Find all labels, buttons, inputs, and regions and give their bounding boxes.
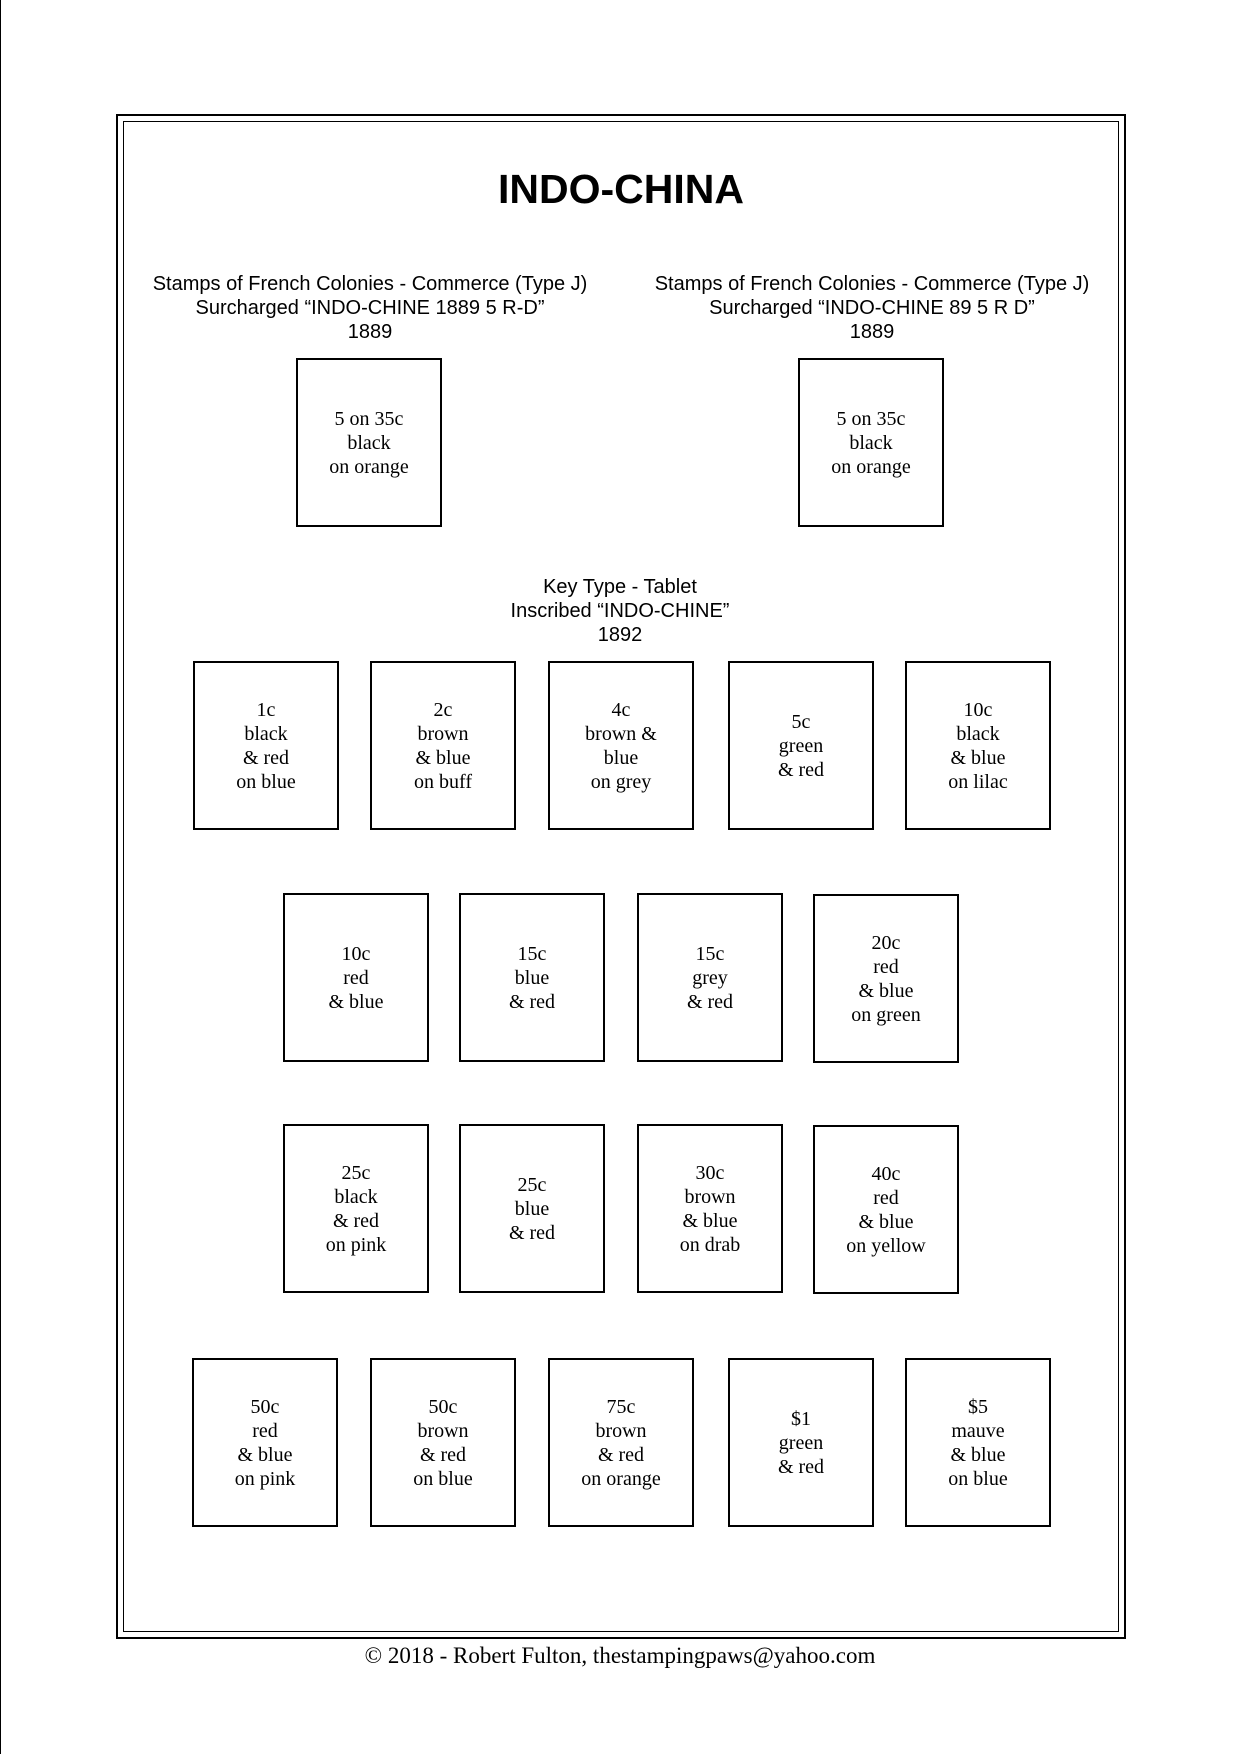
stamp-line: on blue — [948, 1467, 1008, 1490]
stamp-line: on green — [851, 1003, 921, 1026]
stamp-line: $5 — [968, 1395, 988, 1418]
stamp-line: mauve — [951, 1419, 1005, 1442]
stamp-box — [728, 1358, 874, 1527]
stamp-line: 40c — [871, 1162, 901, 1185]
stamp-box — [813, 1125, 959, 1294]
stamp-line: 10c — [341, 942, 371, 965]
stamp-box — [637, 1124, 783, 1293]
stamp-line: black — [849, 431, 893, 454]
section-header-line: Inscribed “INDO-CHINE” — [510, 600, 730, 622]
stamp-line: 30c — [695, 1161, 725, 1184]
stamp-line: brown — [417, 722, 469, 745]
stamp-line: on lilac — [948, 770, 1008, 793]
section-header-1889-b — [622, 272, 1122, 344]
stamp-line: 15c — [695, 942, 725, 965]
stamp-line: green — [778, 734, 824, 757]
stamp-box — [905, 1358, 1051, 1527]
stamp-line: & blue — [950, 746, 1006, 769]
section-header-line: 1889 — [347, 321, 393, 343]
stamp-line: brown — [417, 1419, 469, 1442]
stamp-line: black — [334, 1185, 378, 1208]
stamp-line: brown — [595, 1419, 647, 1442]
stamp-line: red — [873, 1186, 899, 1209]
stamp-line: on orange — [329, 455, 409, 478]
stamp-line: on buff — [414, 770, 472, 793]
stamp-line: 2c — [433, 698, 453, 721]
stamp-box — [370, 1358, 516, 1527]
stamp-line: black — [956, 722, 1000, 745]
section-header-line: Stamps of French Colonies - Commerce (Type J) — [654, 273, 1090, 295]
stamp-box — [283, 893, 429, 1062]
stamp-box — [905, 661, 1051, 830]
stamp-line: & blue — [682, 1209, 738, 1232]
stamp-line: 75c — [606, 1395, 636, 1418]
stamp-line: green — [778, 1431, 824, 1454]
stamp-line: 20c — [871, 931, 901, 954]
section-header-line: Surcharged “INDO-CHINE 89 5 R D” — [709, 297, 1035, 319]
section-header-line: 1892 — [597, 624, 643, 646]
stamp-box — [370, 661, 516, 830]
section-header-line: 1889 — [849, 321, 895, 343]
stamp-box — [728, 661, 874, 830]
stamp-line: & red — [777, 758, 825, 781]
stamp-line: 5c — [791, 710, 811, 733]
stamp-line: brown & — [585, 722, 657, 745]
stamp-line: blue — [514, 966, 550, 989]
stamp-box — [459, 893, 605, 1062]
copyright-footer: © 2018 - Robert Fulton, thestampingpaws@yahoo.com — [364, 1643, 876, 1668]
stamp-box — [296, 358, 442, 527]
stamp-line: & red — [777, 1455, 825, 1478]
page-title: INDO-CHINA — [498, 166, 744, 212]
stamp-line: on orange — [581, 1467, 661, 1490]
stamp-line: 50c — [250, 1395, 280, 1418]
stamp-line: & blue — [858, 979, 914, 1002]
stamp-line: red — [873, 955, 899, 978]
stamp-box — [283, 1124, 429, 1293]
stamp-box — [813, 894, 959, 1063]
stamp-line: $1 — [791, 1407, 811, 1430]
stamp-line: 10c — [963, 698, 993, 721]
section-header-line: Surcharged “INDO-CHINE 1889 5 R-D” — [195, 297, 545, 319]
stamp-line: 5 on 35c — [334, 407, 404, 430]
stamp-box — [548, 1358, 694, 1527]
stamp-line: red — [343, 966, 369, 989]
stamp-line: & red — [419, 1443, 467, 1466]
stamp-line: & red — [508, 990, 556, 1013]
stamp-line: & red — [508, 1221, 556, 1244]
stamp-line: 4c — [611, 698, 631, 721]
section-header-1892 — [370, 575, 870, 647]
section-header-line: Key Type - Tablet — [543, 576, 697, 598]
section-header-1889-a — [120, 272, 620, 344]
stamp-line: & red — [242, 746, 290, 769]
stamp-line: & blue — [415, 746, 471, 769]
stamp-line: 15c — [517, 942, 547, 965]
stamp-line: blue — [603, 746, 639, 769]
stamp-line: on pink — [325, 1233, 387, 1256]
stamp-box — [192, 1358, 338, 1527]
stamp-box — [637, 893, 783, 1062]
stamp-line: red — [252, 1419, 278, 1442]
stamp-line: & red — [332, 1209, 380, 1232]
stamp-line: grey — [692, 966, 728, 989]
stamp-box — [193, 661, 339, 830]
stamp-box — [548, 661, 694, 830]
stamp-line: on grey — [590, 770, 652, 793]
stamp-line: black — [244, 722, 288, 745]
stamp-line: 1c — [256, 698, 276, 721]
stamp-line: & blue — [858, 1210, 914, 1233]
stamp-line: & red — [686, 990, 734, 1013]
stamp-line: brown — [684, 1185, 736, 1208]
stamp-box — [459, 1124, 605, 1293]
stamp-line: on blue — [236, 770, 296, 793]
stamp-line: & red — [597, 1443, 645, 1466]
stamp-line: 5 on 35c — [836, 407, 906, 430]
stamp-line: & blue — [237, 1443, 293, 1466]
stamp-line: 25c — [517, 1173, 547, 1196]
stamp-box — [798, 358, 944, 527]
stamp-line: on pink — [234, 1467, 296, 1490]
stamp-line: on orange — [831, 455, 911, 478]
stamp-line: black — [347, 431, 391, 454]
stamp-line: 50c — [428, 1395, 458, 1418]
stamp-line: & blue — [950, 1443, 1006, 1466]
stamp-line: on drab — [679, 1233, 741, 1256]
section-header-line: Stamps of French Colonies - Commerce (Type J) — [152, 273, 588, 295]
stamp-line: on blue — [413, 1467, 473, 1490]
stamp-line: on yellow — [846, 1234, 926, 1257]
stamp-line: 25c — [341, 1161, 371, 1184]
stamp-line: blue — [514, 1197, 550, 1220]
stamp-line: & blue — [328, 990, 384, 1013]
